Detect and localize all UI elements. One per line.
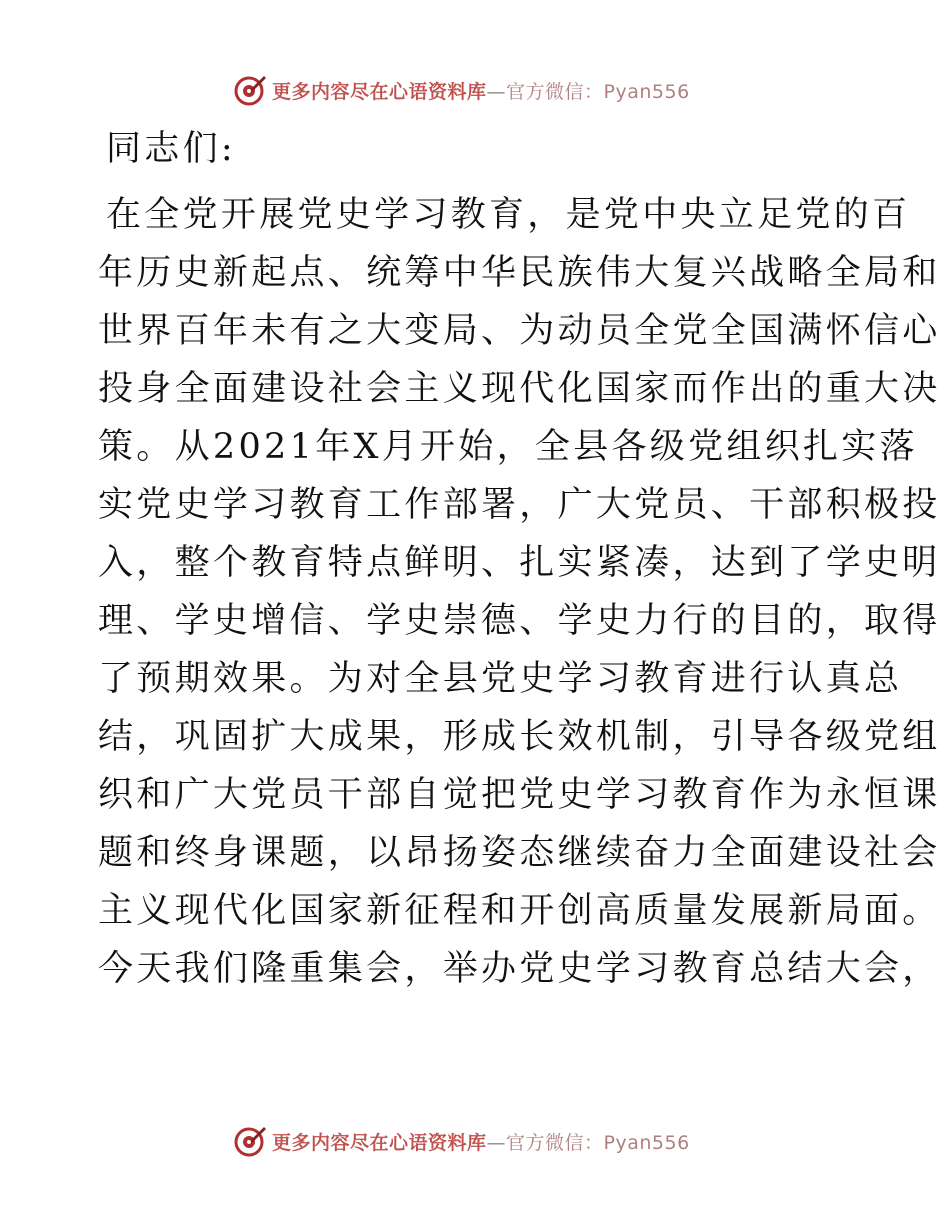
paragraph-line: 今天我们隆重集会，举办党史学习教育总结大会， xyxy=(98,949,941,989)
greeting: 同志们: xyxy=(106,129,236,169)
header-banner xyxy=(232,70,690,110)
paragraph-line: 入，整个教育特点鲜明、扎实紧凑，达到了学史明 xyxy=(98,543,941,583)
paragraph-line: 策。从2021年X月开始，全县各级党组织扎实落 xyxy=(98,427,918,467)
banner-contact: 官方微信：Pyan556 xyxy=(506,80,690,103)
banner-dash: — xyxy=(486,80,507,103)
footer-banner xyxy=(232,1121,690,1161)
pen-logo-icon xyxy=(232,1123,268,1159)
paragraph-line: 实党史学习教育工作部署，广大党员、干部积极投 xyxy=(98,485,941,525)
paragraph-line: 投身全面建设社会主义现代化国家而作出的重大决 xyxy=(98,369,941,409)
paragraph-line: 结，巩固扩大成果，形成长效机制，引导各级党组 xyxy=(98,717,941,757)
banner-text xyxy=(272,1128,690,1155)
pen-logo-icon xyxy=(232,72,268,108)
paragraph-line: 题和终身课题，以昂扬姿态继续奋力全面建设社会 xyxy=(98,833,941,873)
paragraph-line: 织和广大党员干部自觉把党史学习教育作为永恒课 xyxy=(98,775,941,815)
banner-contact: 官方微信：Pyan556 xyxy=(506,1131,690,1154)
document-body xyxy=(98,120,941,998)
banner-text xyxy=(272,77,690,104)
paragraph-line: 了预期效果。为对全县党史学习教育进行认真总 xyxy=(98,659,903,699)
banner-brand: 更多内容尽在心语资料库 xyxy=(272,80,487,103)
banner-dash: — xyxy=(486,1131,507,1154)
paragraph-line: 年历史新起点、统筹中华民族伟大复兴战略全局和 xyxy=(98,253,941,293)
paragraph-line: 理、学史增信、学史崇德、学史力行的目的，取得 xyxy=(98,601,941,641)
paragraph xyxy=(98,186,941,998)
paragraph-line: 在全党开展党史学习教育，是党中央立足党的百 xyxy=(106,195,911,235)
banner-brand: 更多内容尽在心语资料库 xyxy=(272,1131,487,1154)
paragraph-line: 主义现代化国家新征程和开创高质量发展新局面。 xyxy=(98,891,941,931)
paragraph-line: 世界百年未有之大变局、为动员全党全国满怀信心 xyxy=(98,311,941,351)
